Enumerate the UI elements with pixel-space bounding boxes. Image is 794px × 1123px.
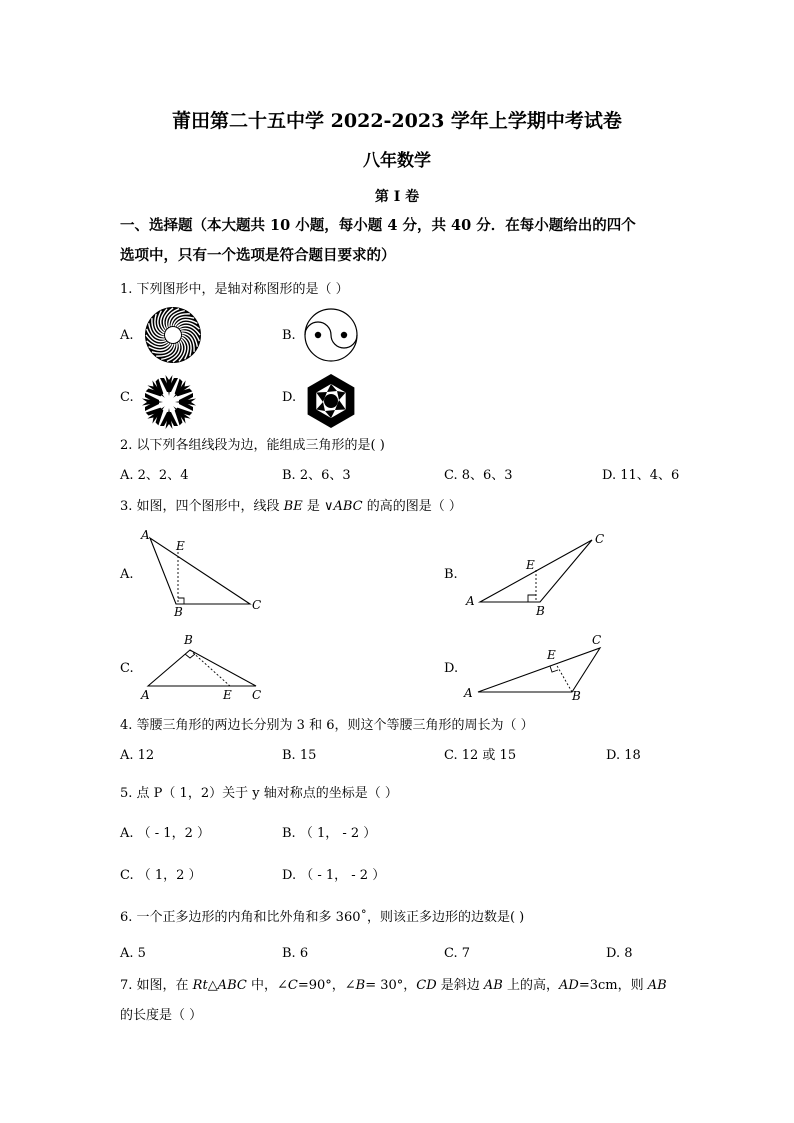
point-label-b: B [572, 689, 581, 703]
section-heading-line1: 一、选择题（本大题共 10 小题，每小题 4 分，共 40 分．在每小题给出的四个 [120, 217, 636, 234]
q4-option-d: D. 18 [606, 748, 641, 763]
point-label-b: B [536, 604, 545, 618]
q6-option-c: C. 7 [444, 946, 471, 961]
star-burst-icon [140, 373, 198, 431]
section-heading-line2: 选项中，只有一个选项是符合题目要求的） [120, 247, 396, 264]
q2-option-a: A. 2、2、4 [120, 468, 189, 483]
question-1-stem: 1. 下列图形中，是轴对称图形的是（ ） [120, 282, 349, 297]
question-4-stem: 4. 等腰三角形的两边长分别为 3 和 6，则这个等腰三角形的周长为（ ） [120, 718, 534, 733]
point-label-a: A [466, 594, 475, 608]
point-label-a: A [464, 686, 473, 700]
q5-option-d: D. （ - 1， - 2 ） [282, 868, 386, 883]
question-6-stem: 6. 一个正多边形的内角和比外角和多 360˚，则该正多边形的边数是( ) [120, 910, 525, 925]
q3-option-b: B. [444, 567, 458, 582]
q3-figure-c [138, 630, 268, 702]
q3-figure-a [138, 526, 268, 618]
question-3-stem: 3. 如图，四个图形中，线段 BE 是 ∨ABC 的高的图是（ ） [120, 499, 462, 514]
q5-option-c: C. （ 1，2 ） [120, 868, 202, 883]
question-5-stem: 5. 点 P（ 1，2）关于 y 轴对称点的坐标是（ ） [120, 786, 398, 801]
q2-option-c: C. 8、6、3 [444, 468, 513, 483]
q3-option-a: A. [120, 567, 134, 582]
q1-option-c: C. [120, 390, 134, 405]
volume-label: 第 I 卷 [374, 189, 420, 205]
point-label-e: E [547, 648, 556, 662]
q3-option-d: D. [444, 661, 459, 676]
point-label-c: C [592, 633, 602, 647]
point-label-b: B [184, 633, 193, 647]
point-label-e: E [176, 539, 185, 553]
yin-yang-icon [304, 308, 358, 362]
q4-option-b: B. 15 [282, 748, 317, 763]
q3-figure-b [462, 530, 612, 620]
q5-option-a: A. （ - 1，2 ） [120, 826, 210, 841]
hexagon-wheel-icon [303, 373, 359, 429]
q3-option-c: C. [120, 661, 134, 676]
q5-option-b: B. （ 1， - 2 ） [282, 826, 377, 841]
q1-option-b: B. [282, 328, 296, 343]
q4-option-a: A. 12 [120, 748, 155, 763]
point-label-e: E [526, 558, 535, 572]
q2-option-d: D. 11、4、6 [602, 468, 680, 483]
q2-option-b: B. 2、6、3 [282, 468, 351, 483]
point-label-a: A [141, 528, 150, 542]
point-label-c: C [252, 688, 262, 702]
question-7-stem-line2: 的长度是（ ） [120, 1008, 203, 1023]
point-label-e: E [223, 688, 232, 702]
point-label-c: C [595, 532, 605, 546]
exam-title: 莆田第二十五中学 2022-2023 学年上学期中考试卷 [172, 110, 622, 132]
question-7-stem: 7. 如图，在 Rt△ABC 中，∠C=90°，∠B= 30°，CD 是斜边 AB 上的高，AD=3cm，则 AB [120, 978, 667, 993]
q6-option-a: A. 5 [120, 946, 146, 961]
question-2-stem: 2. 以下列各组线段为边，能组成三角形的是( ) [120, 438, 385, 453]
point-label-b: B [174, 605, 183, 619]
q4-option-c: C. 12 或 15 [444, 748, 517, 763]
point-label-c: C [252, 598, 262, 612]
exam-subtitle: 八年数学 [363, 151, 431, 171]
radial-swirl-icon [144, 306, 202, 364]
q1-option-d: D. [282, 390, 297, 405]
point-label-a: A [141, 688, 150, 702]
q6-option-b: B. 6 [282, 946, 309, 961]
q1-option-a: A. [120, 328, 134, 343]
q3-figure-d [462, 630, 612, 702]
q6-option-d: D. 8 [606, 946, 633, 961]
